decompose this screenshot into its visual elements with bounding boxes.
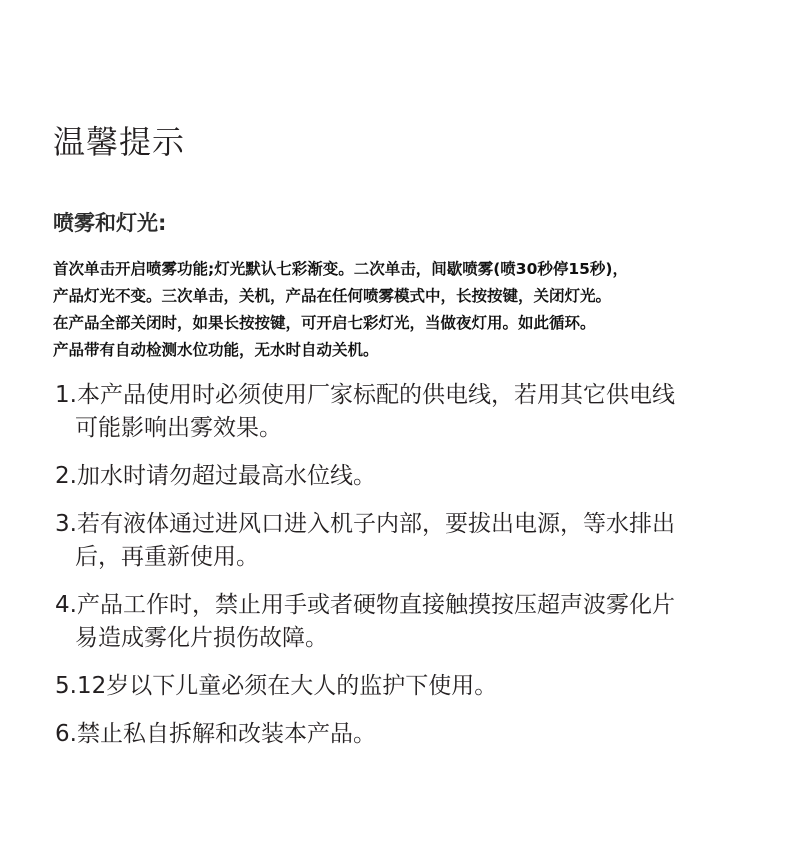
- note-item: [55, 718, 775, 751]
- note-item: [55, 379, 775, 445]
- note-text-continued: 后，再重新使用。: [75, 544, 259, 570]
- note-item: [55, 670, 775, 703]
- note-item: [55, 508, 775, 574]
- section-description: [53, 256, 783, 364]
- description-line: 首次单击开启喷雾功能;灯光默认七彩渐变。二次单击，间歇喷雾(喷30秒停15秒)，: [53, 260, 629, 278]
- description-line: 产品灯光不变。三次单击，关机，产品在任何喷雾模式中，长按按键，关闭灯光。: [53, 287, 612, 305]
- notes-list: [55, 379, 775, 766]
- note-text-continued: 易造成雾化片损伤故障。: [75, 625, 328, 651]
- note-text: 6.禁止私自拆解和改装本产品。: [55, 721, 376, 747]
- note-item: [55, 589, 775, 655]
- note-item: [55, 460, 775, 493]
- description-line: 产品带有自动检测水位功能，无水时自动关机。: [53, 341, 379, 359]
- note-text: 2.加水时请勿超过最高水位线。: [55, 463, 376, 489]
- note-text: 3.若有液体通过进风口进入机子内部，要拔出电源，等水排出: [55, 511, 675, 537]
- note-text-continued: 可能影响出雾效果。: [75, 415, 282, 441]
- note-text: 1.本产品使用时必须使用厂家标配的供电线，若用其它供电线: [55, 382, 675, 408]
- page-title: 温馨提示: [53, 123, 186, 162]
- note-text: 5.12岁以下儿童必须在大人的监护下使用。: [55, 673, 498, 699]
- description-line: 在产品全部关闭时，如果长按按键，可开启七彩灯光，当做夜灯用。如此循环。: [53, 314, 596, 332]
- section-heading: 喷雾和灯光:: [53, 211, 167, 235]
- note-text: 4.产品工作时，禁止用手或者硬物直接触摸按压超声波雾化片: [55, 592, 675, 618]
